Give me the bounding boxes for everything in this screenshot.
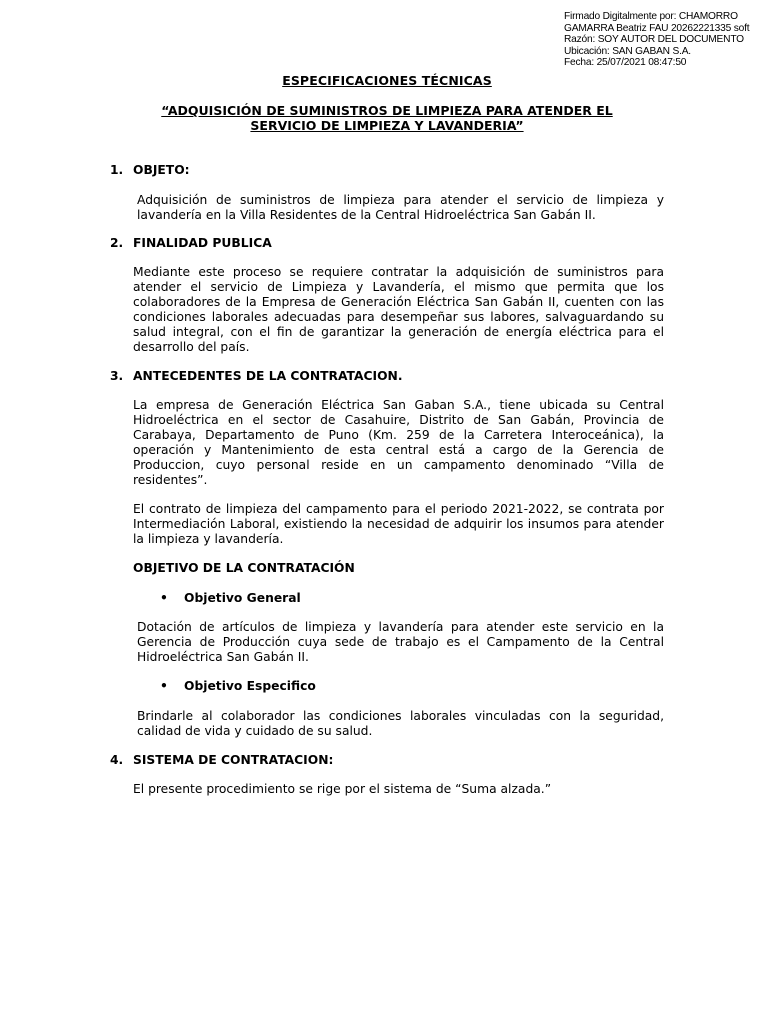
- signature-line: Firmado Digitalmente por: CHAMORRO: [564, 11, 738, 22]
- bullet-icon: •: [160, 591, 168, 605]
- section-title: FINALIDAD PUBLICA: [133, 236, 272, 250]
- subtitle-line-2: SERVICIO DE LIMPIEZA Y LAVANDERIA”: [250, 118, 524, 133]
- section-number: 3.: [110, 369, 124, 383]
- section-heading-antecedentes: [110, 369, 403, 383]
- section-number: 4.: [110, 753, 124, 767]
- section-body-finalidad: Mediante este proceso se requiere contratar la adquisición de suministros para atender el servicio de Limpieza y Lavandería, el mismo que permita que los colaboradores de la Empresa de Generación Eléctrica San Gabán II, cuenten con las condiciones laborales adecuadas para desempeñar sus labores, salvaguardando su salud integral, con el fin de garantizar la generación de energía eléctrica para el desarrollo del país.: [133, 265, 664, 355]
- section-title: SISTEMA DE CONTRATACION:: [133, 753, 334, 767]
- section-body-objeto: Adquisición de suministros de limpieza para atender el servicio de limpieza y lavandería en la Villa Residentes de la Central Hidroeléctrica San Gabán II.: [137, 193, 664, 223]
- section-body-antecedentes-1: La empresa de Generación Eléctrica San Gaban S.A., tiene ubicada su Central Hidroeléctrica en el sector de Casahuire, Distrito de San Gabán, Provincia de Carabaya, Departamento de Puno (Km. 259 de la Carretera Interoceánica), la operación y Mantenimiento de esta central está a cargo de la Gerencia de Produccion, cuyo personal reside en un campamento denominado “Villa de residentes”.: [133, 398, 664, 488]
- section-heading-finalidad: [110, 236, 272, 250]
- bullet-icon: •: [160, 679, 168, 693]
- objetivo-general-body: Dotación de artículos de limpieza y lavandería para atender este servicio en la Gerencia de Producción cuya sede de trabajo es el Campamento de la Central Hidroeléctrica San Gabán II.: [137, 620, 664, 665]
- section-number: 2.: [110, 236, 124, 250]
- section-body-antecedentes-2: El contrato de limpieza del campamento para el periodo 2021-2022, se contrata por Intermediación Laboral, existiendo la necesidad de adquirir los insumos para atender la limpieza y lavandería.: [133, 502, 664, 547]
- section-heading-sistema: [110, 753, 333, 767]
- objetivo-general-heading: [160, 591, 301, 605]
- objetivo-especifico-heading: [160, 679, 316, 693]
- signature-line: GAMARRA Beatriz FAU 20262221335 soft: [564, 22, 750, 34]
- objetivo-especifico-body: Brindarle al colaborador las condiciones laborales vinculadas con la seguridad, calidad de vida y cuidado de su salud.: [137, 709, 664, 739]
- document-subtitle: [0, 103, 768, 133]
- signature-line: Ubicación: SAN GABAN S.A.: [564, 45, 691, 57]
- signature-line: Razón: SOY AUTOR DEL DOCUMENTO: [564, 34, 744, 46]
- section-heading-objeto: [110, 163, 190, 177]
- section-body-sistema: El presente procedimiento se rige por el sistema de “Suma alzada.”: [133, 782, 552, 796]
- digital-signature-stamp: [564, 11, 768, 69]
- signature-line: Fecha: 25/07/2021 08:47:50: [564, 57, 687, 69]
- objetivo-general-title: Objetivo General: [184, 591, 301, 605]
- subtitle-line-1: “ADQUISICIÓN DE SUMINISTROS DE LIMPIEZA PARA ATENDER EL: [161, 103, 613, 118]
- objetivo-heading: OBJETIVO DE LA CONTRATACIÓN: [133, 561, 355, 575]
- document-title: ESPECIFICACIONES TÉCNICAS: [282, 73, 492, 88]
- section-number: 1.: [110, 163, 124, 177]
- section-title: ANTECEDENTES DE LA CONTRATACION.: [133, 369, 403, 383]
- section-title: OBJETO:: [133, 163, 190, 177]
- objetivo-especifico-title: Objetivo Especifico: [184, 679, 316, 693]
